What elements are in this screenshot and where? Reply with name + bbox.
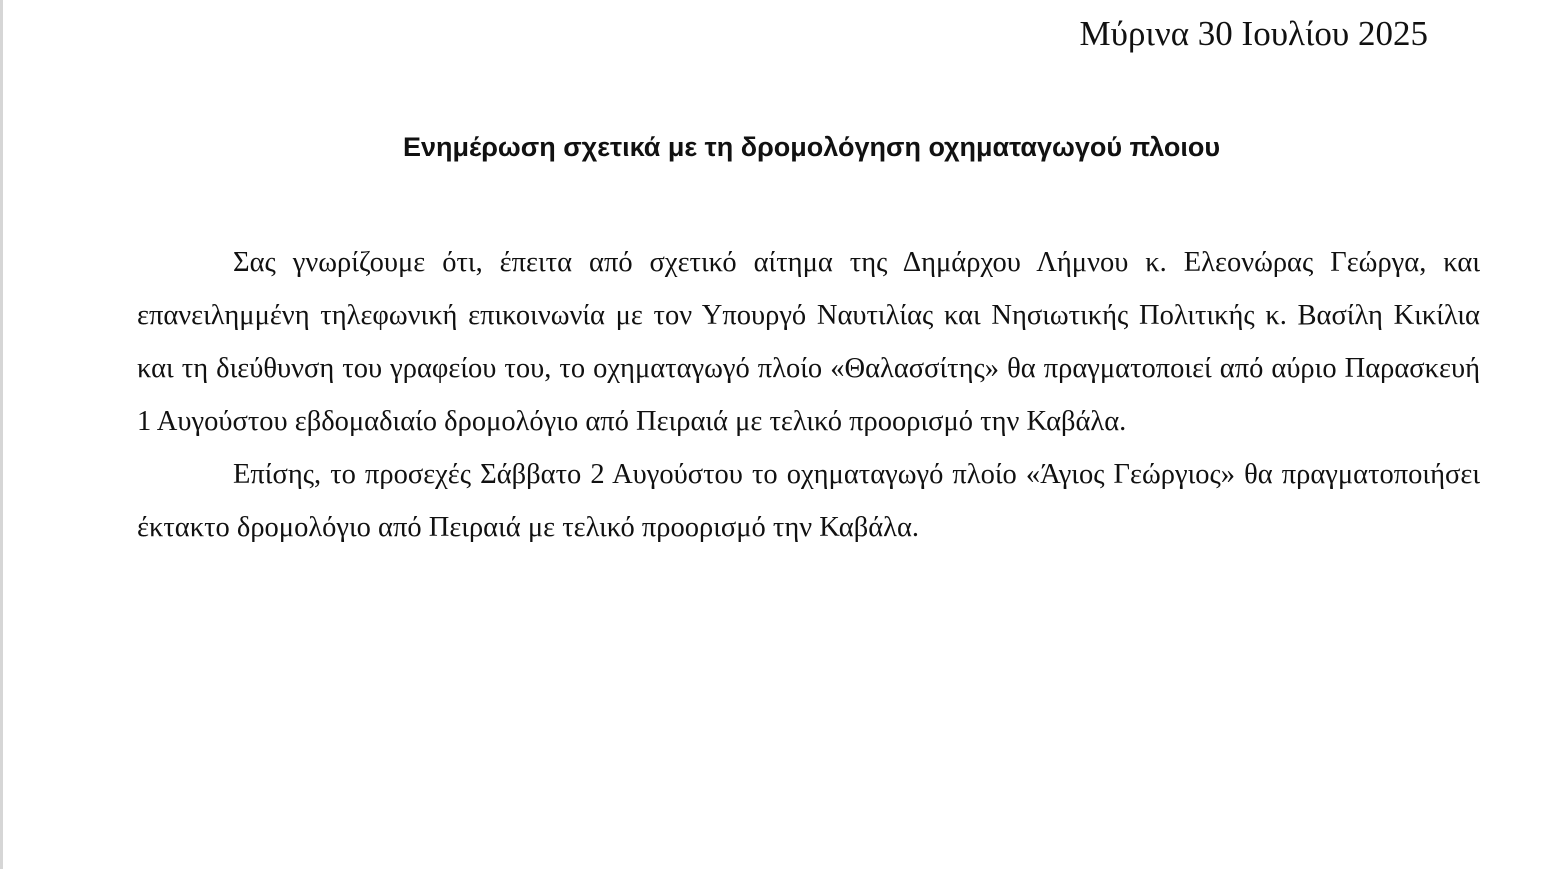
document-title: Ενημέρωση σχετικά με τη δρομολόγηση οχηματαγωγού πλοιου: [403, 132, 1221, 162]
paragraph: Σας γνωρίζουμε ότι, έπειτα από σχετικό αίτημα της Δημάρχου Λήμνου κ. Ελεονώρας Γεώργα, και επανειλημμένη τηλεφωνική επικοινωνία με τον Υπουργό Ναυτιλίας και Νησιωτικής Πολιτικής κ. Βασίλη Κικίλια και τη διεύθυνση του γραφείου του, το οχηματαγωγό πλοίο «Θαλασσίτης» θα πραγματοποιεί από αύριο Παρασκευή 1 Αυγούστου εβδομαδιαίο δρομολόγιο από Πειραιά με τελικό προορισμό την Καβάλα.: [137, 247, 1480, 437]
date-line: Μύρινα 30 Ιουλίου 2025: [1079, 14, 1428, 53]
document-body: [137, 236, 1480, 554]
paragraph: Επίσης, το προσεχές Σάββατο 2 Αυγούστου το οχηματαγωγό πλοίο «Άγιος Γεώργιος» θα πραγματοποιήσει έκτακτο δρομολόγιο από Πειραιά με τελικό προορισμό την Καβάλα.: [137, 459, 1480, 543]
